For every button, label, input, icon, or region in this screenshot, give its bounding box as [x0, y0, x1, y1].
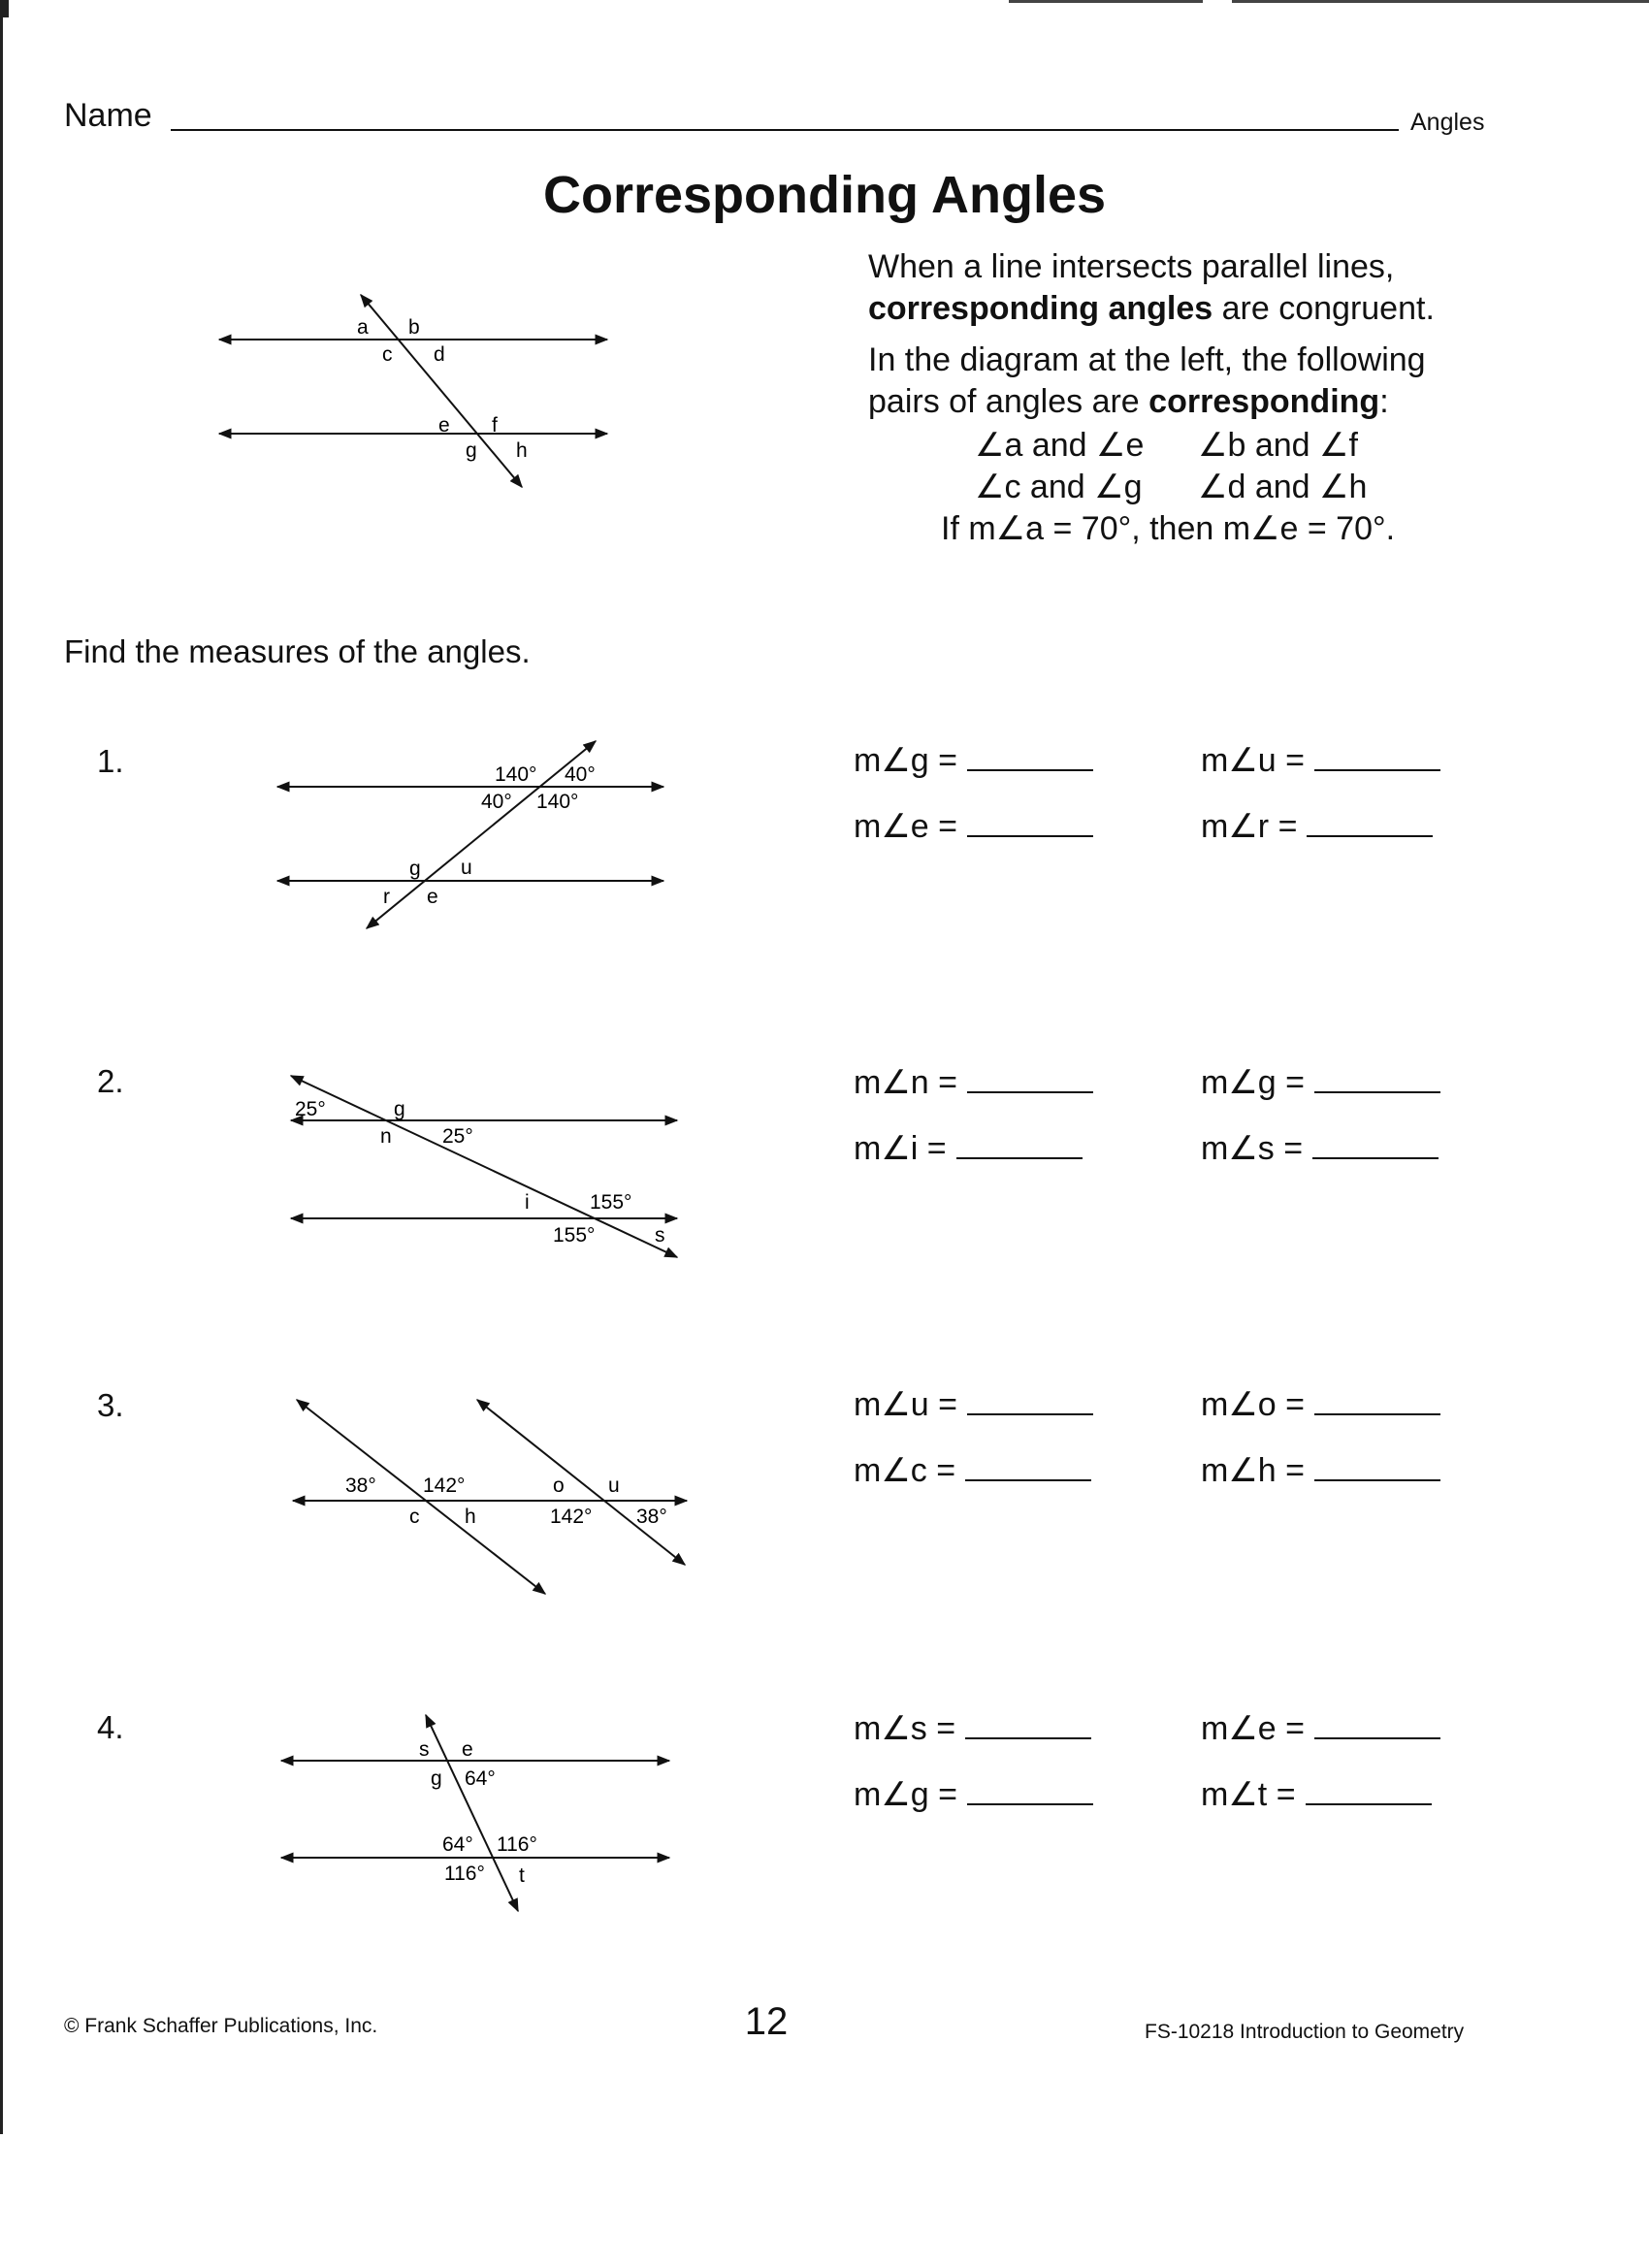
key-term: corresponding [1148, 383, 1380, 420]
angle-label: e [427, 886, 438, 908]
intro-line [868, 381, 1508, 423]
angle-label: t [519, 1864, 525, 1887]
page-number: 12 [744, 2000, 789, 2043]
angle-label: 142° [423, 1474, 466, 1497]
pair-row [868, 467, 1508, 508]
answer-field[interactable] [1201, 1385, 1440, 1424]
angle-label: 40° [565, 763, 596, 786]
pair-item: ∠c and ∠g [975, 469, 1143, 505]
angle-label-e: e [438, 414, 450, 437]
answer-label: m∠g = [854, 1776, 958, 1813]
angle-label: s [655, 1224, 665, 1247]
answer-field[interactable] [1201, 1709, 1440, 1748]
answer-field[interactable] [1201, 807, 1433, 846]
answer-blank[interactable] [1314, 1386, 1440, 1415]
pair-item: ∠a and ∠e [975, 427, 1145, 464]
answer-field[interactable] [854, 1129, 1083, 1168]
answer-blank[interactable] [967, 1776, 1093, 1805]
angle-label-b: b [408, 316, 420, 339]
page-title: Corresponding Angles [542, 166, 1107, 224]
problem-number: 4. [97, 1709, 124, 1745]
problem-number: 3. [97, 1387, 124, 1423]
answer-blank[interactable] [1307, 808, 1433, 837]
answer-blank[interactable] [965, 1710, 1091, 1739]
angle-label: 40° [481, 791, 512, 813]
angle-label: i [525, 1191, 530, 1214]
answer-label: m∠o = [1201, 1386, 1306, 1423]
answer-label: m∠i = [854, 1130, 947, 1167]
answer-field[interactable] [854, 1709, 1091, 1748]
angle-label: 38° [345, 1474, 376, 1497]
answer-blank[interactable] [1306, 1776, 1432, 1805]
answer-field[interactable] [1201, 1451, 1440, 1490]
angle-label: 155° [590, 1191, 632, 1214]
angle-label: n [380, 1125, 392, 1148]
answer-label: m∠e = [854, 808, 958, 845]
answer-blank[interactable] [1314, 1710, 1440, 1739]
problem-4-diagram [0, 0, 737, 1930]
angle-label: 25° [442, 1125, 473, 1148]
angle-label: g [431, 1767, 442, 1790]
intro-text-span: pairs of angles are [868, 383, 1149, 420]
answer-blank[interactable] [1314, 1064, 1440, 1093]
angle-label: 116° [444, 1863, 485, 1885]
angle-label: c [409, 1506, 420, 1528]
answer-label: m∠g = [1201, 1064, 1306, 1101]
key-term: corresponding angles [868, 290, 1213, 327]
intro-line: In the diagram at the left, the following [868, 341, 1426, 378]
intro-text-span: are congruent. [1212, 290, 1435, 327]
answer-blank[interactable] [967, 1386, 1093, 1415]
product-code: FS-10218 Introduction to Geometry [1145, 2021, 1465, 2043]
answer-field[interactable] [854, 1385, 1093, 1424]
answer-blank[interactable] [1314, 1452, 1440, 1481]
answer-label: m∠h = [1201, 1452, 1306, 1489]
answer-field[interactable] [854, 1451, 1091, 1490]
answer-label: m∠t = [1201, 1776, 1296, 1813]
intro-line: When a line intersects parallel lines, [868, 248, 1395, 285]
pair-item: ∠d and ∠h [1198, 469, 1368, 505]
answer-label: m∠u = [1201, 742, 1306, 779]
angle-label: u [461, 857, 472, 879]
answer-label: m∠e = [1201, 1710, 1306, 1747]
angle-label: 142° [550, 1506, 593, 1528]
angle-label: e [462, 1738, 473, 1761]
angle-label-f: f [492, 414, 498, 437]
answer-field[interactable] [1201, 1129, 1439, 1168]
answer-label: m∠s = [854, 1710, 956, 1747]
problem-number: 2. [97, 1063, 124, 1099]
intro-text [868, 246, 1508, 550]
angle-label-d: d [434, 343, 445, 366]
angle-label: 64° [442, 1833, 473, 1856]
angle-label-h: h [516, 439, 528, 462]
answer-blank[interactable] [967, 1064, 1093, 1093]
angle-label: 116° [497, 1833, 537, 1856]
angle-label: h [465, 1506, 476, 1528]
instructions: Find the measures of the angles. [64, 633, 531, 669]
answer-blank[interactable] [965, 1452, 1091, 1481]
answer-label: m∠c = [854, 1452, 956, 1489]
answer-label: m∠n = [854, 1064, 958, 1101]
answer-field[interactable] [1201, 1775, 1432, 1814]
angle-label: 64° [465, 1767, 496, 1790]
answer-label: m∠u = [854, 1386, 958, 1423]
angle-label: 140° [495, 763, 537, 786]
answer-label: m∠s = [1201, 1130, 1304, 1167]
scan-top-edge [1232, 0, 1649, 3]
angle-label: 38° [636, 1506, 667, 1528]
angle-label-a: a [357, 316, 369, 339]
angle-label-c: c [382, 343, 393, 366]
name-label: Name [64, 97, 152, 134]
answer-field[interactable] [854, 741, 1093, 780]
answer-field[interactable] [854, 1775, 1093, 1814]
answer-blank[interactable] [967, 742, 1093, 771]
angle-label: o [553, 1474, 565, 1497]
angle-label: u [608, 1474, 620, 1497]
answer-blank[interactable] [1314, 742, 1440, 771]
pair-row [868, 425, 1508, 467]
topic-label: Angles [1410, 109, 1485, 136]
corresponding-pairs [868, 425, 1508, 508]
angle-label-g: g [466, 439, 477, 462]
answer-field[interactable] [854, 1063, 1093, 1102]
answer-field[interactable] [1201, 1063, 1440, 1102]
angle-label: g [409, 858, 421, 880]
angle-label: r [383, 886, 390, 908]
answer-blank[interactable] [1312, 1130, 1439, 1159]
angle-label: s [419, 1738, 430, 1761]
answer-blank[interactable] [967, 808, 1093, 837]
pair-item: ∠b and ∠f [1198, 427, 1358, 464]
angle-label: 25° [295, 1098, 326, 1120]
angle-label: g [394, 1098, 405, 1120]
angle-label: 140° [536, 791, 579, 813]
answer-label: m∠g = [854, 742, 958, 779]
angle-label: 155° [553, 1224, 596, 1247]
copyright: © Frank Schaffer Publications, Inc. [64, 2015, 378, 2037]
answer-field[interactable] [1201, 741, 1440, 780]
example-statement: If m∠a = 70°, then m∠e = 70°. [941, 510, 1396, 547]
intro-text-span: : [1379, 383, 1389, 420]
intro-line [868, 288, 1508, 330]
answer-label: m∠r = [1201, 808, 1298, 845]
problem-number: 1. [97, 743, 124, 779]
answer-field[interactable] [854, 807, 1093, 846]
answer-blank[interactable] [956, 1130, 1083, 1159]
scan-top-edge [1009, 0, 1203, 3]
